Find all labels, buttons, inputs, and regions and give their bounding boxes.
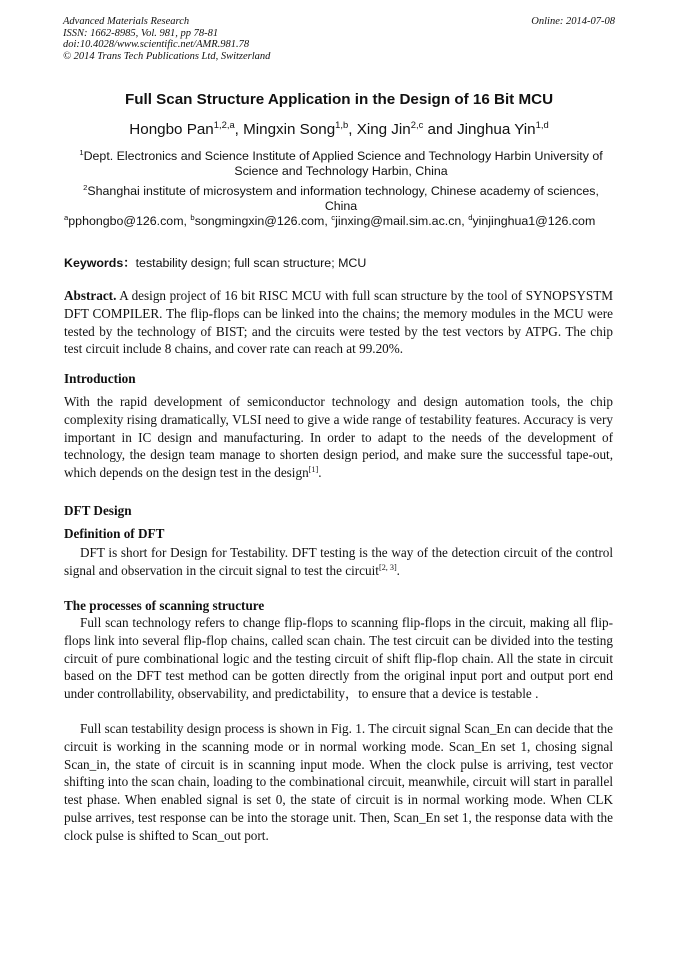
affiliation-text: Dept. Electronics and Science Institute of Applied Science and Technology Harbin University of Science and Technology Harbin, China [83, 149, 603, 178]
author-superscript: 1,2,a [213, 119, 235, 131]
author-superscript: 1,b [335, 119, 349, 131]
doi-line: doi:10.4028/www.scientific.net/AMR.981.78 [63, 39, 250, 51]
author-list [40, 121, 638, 138]
email-superscript: d [468, 213, 473, 223]
author-name: Xing Jin [356, 121, 411, 138]
author-superscript: 2,c [410, 119, 424, 131]
abstract-label: Abstract. [64, 288, 117, 303]
definition-text: DFT is short for Design for Testability. DFT testing is the way of the detection circuit of the control signal and observation in the circuit signal to test the circuit [64, 545, 613, 578]
author-separator: and [423, 121, 458, 138]
email-text: pphongbo@126.com, [68, 214, 191, 228]
author-separator: , [234, 121, 244, 138]
author-name: Jinghua Yin [457, 121, 536, 138]
online-date: Online: 2014-07-08 [531, 16, 615, 27]
definition-paragraph [64, 544, 613, 580]
subsection-heading-processes: The processes of scanning structure [64, 598, 265, 613]
author-superscript: 1,d [535, 119, 549, 131]
sentence-end: . [318, 465, 322, 481]
section-heading-introduction: Introduction [64, 371, 136, 386]
email-superscript: b [190, 213, 195, 223]
email-text: songmingxin@126.com, [194, 214, 332, 228]
email-list [64, 214, 595, 228]
introduction-paragraph [64, 393, 613, 482]
email-text: jinxing@mail.sim.ac.cn, [335, 214, 469, 228]
keywords-text: testability design; full scan structure; MCU [135, 256, 367, 270]
author-separator: , [348, 121, 357, 138]
copyright-line: © 2014 Trans Tech Publications Ltd, Switzerland [63, 50, 271, 62]
affiliation-superscript: 2 [83, 183, 88, 193]
processes-paragraph-2: Full scan testability design process is shown in Fig. 1. The circuit signal Scan_En can decide that the circuit is working in the scanning mode or in normal working mode. Scan_En set 1, chosing signal Scan_in, the state of circuit is in scanning input mode. When the clock pulse is arriving, test vector shifting into the scan chain, loading to the combinational circuit, meanwhile, circuit will start in parallel test phase. When enabled signal is set 0, the state of circuit is in normal working mode. When CLK pulse arrives, test response can be into the storage unit. Then, Scan_En set 1, the response data with the clock pulse is shifted to Scan_out port. [64, 721, 613, 843]
paper-title: Full Scan Structure Application in the Design of 16 Bit MCU [124, 91, 554, 108]
author-name: Hongbo Pan [129, 121, 214, 138]
keywords-label: Keywords： [64, 256, 136, 270]
author-name: Mingxin Song [243, 121, 336, 138]
section-heading-dft-design: DFT Design [64, 503, 132, 518]
abstract [64, 287, 613, 358]
affiliation-text: Shanghai institute of microsystem and information technology, Chinese academy of sciences, China [87, 184, 599, 213]
processes-paragraph-1: Full scan technology refers to change flip-flops to scanning flip-flops in the circuit, making all flip-flops link into several flip-flop chains, called scan chain. The test circuit can be divided into the testing circuit of pure combinational logic and the testing circuit of shift flip-flop chain. All the state in circuit based on the DFT test method can be gotten directly from the original input port and output port end under controllability, observability, and predictability，to ensure that a device is testable . [64, 615, 613, 702]
citation: [1] [308, 465, 319, 475]
journal-name: Advanced Materials Research [63, 16, 190, 27]
issn-line: ISSN: 1662-8985, Vol. 981, pp 78-81 [63, 27, 219, 39]
keywords [64, 253, 366, 271]
affiliation-2 [66, 184, 616, 214]
affiliation-1 [66, 149, 616, 179]
affiliation-superscript: 1 [79, 148, 84, 158]
sentence-end: . [396, 562, 400, 578]
subsection-heading-definition: Definition of DFT [64, 526, 165, 541]
citation: [2, 3] [378, 562, 397, 572]
email-superscript: a [64, 213, 69, 223]
email-superscript: c [331, 213, 336, 223]
introduction-text: With the rapid development of semiconductor technology and design automation tools, the chip complexity rising dramatically, VLSI need to give a wide range of testability features. Accuracy is very important in IC design and manufacturing. In order to adapt to the needs of the development of technology, the design team manage to shorten design period, and make sure the successful tape-out, which depends on the design test in the design [64, 394, 613, 481]
abstract-text: A design project of 16 bit RISC MCU with full scan structure by the tool of SYNOPSYSTM DFT COMPILER. The flip-flops can be linked into the chains; the memory modules in the MCU were tested by the technology of BIST; and the circuits were tested by the test vectors by ATPG. The chip test circuit include 8 chains, and cover rate can reach at 99.20%. [64, 288, 613, 357]
journal-header [63, 16, 270, 62]
email-text: yinjinghua1@126.com [472, 214, 596, 228]
